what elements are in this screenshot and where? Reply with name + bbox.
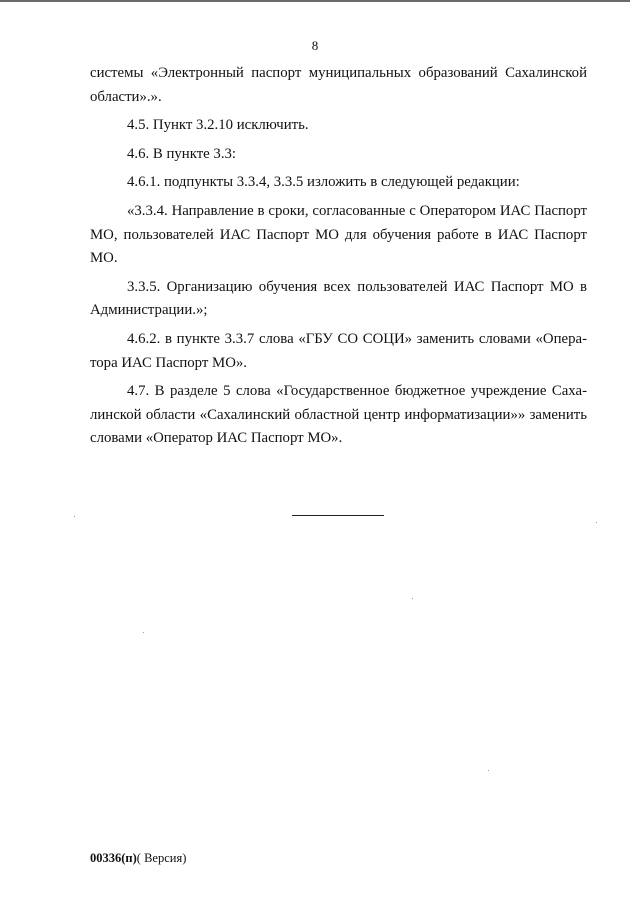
scan-speck bbox=[143, 632, 144, 633]
paragraph-4-6: 4.6. В пункте 3.3: bbox=[127, 145, 237, 162]
document-code: 00336(п) bbox=[90, 851, 137, 865]
paragraph-4-6-1: 4.6.1. подпункты 3.3.4, 3.3.5 изложить в следующей редакции: bbox=[127, 174, 520, 191]
paragraph-4-7: 4.7. В разделе 5 слова «Государственное бюджетное учреждение Саха-линской области «Сахалинский областной центр информатизации»» заменить словами «Оператор ИАС Паспорт МО». bbox=[90, 383, 587, 447]
scan-top-edge bbox=[0, 0, 630, 2]
scan-speck bbox=[412, 598, 413, 599]
paragraph-3-3-5: 3.3.5. Организацию обучения всех пользователей ИАС Паспорт МО в Администрации.»; bbox=[90, 278, 587, 319]
document-body bbox=[90, 62, 587, 456]
scan-speck bbox=[74, 516, 75, 517]
paragraph-4-5: 4.5. Пункт 3.2.10 исключить. bbox=[127, 117, 309, 134]
page-number: 8 bbox=[311, 38, 319, 53]
paragraph-4-6-2: 4.6.2. в пункте 3.3.7 слова «ГБУ СО СОЦИ» заменить словами «Опера-тора ИАС Паспорт МО». bbox=[90, 330, 587, 371]
paragraph-continuation: системы «Электронный паспорт муниципальных образований Сахалинской области».». bbox=[90, 65, 587, 105]
scan-speck bbox=[488, 770, 489, 771]
version-label: ( Версия) bbox=[136, 851, 187, 865]
paragraph-3-3-4: «3.3.4. Направление в сроки, согласованные с Оператором ИАС Паспорт МО, пользователей ИАС Паспорт МО для обучения работе в ИАС Паспорт МО. bbox=[90, 202, 587, 267]
end-separator-line bbox=[292, 515, 384, 516]
scan-speck bbox=[596, 522, 597, 523]
footer-version bbox=[90, 851, 186, 866]
